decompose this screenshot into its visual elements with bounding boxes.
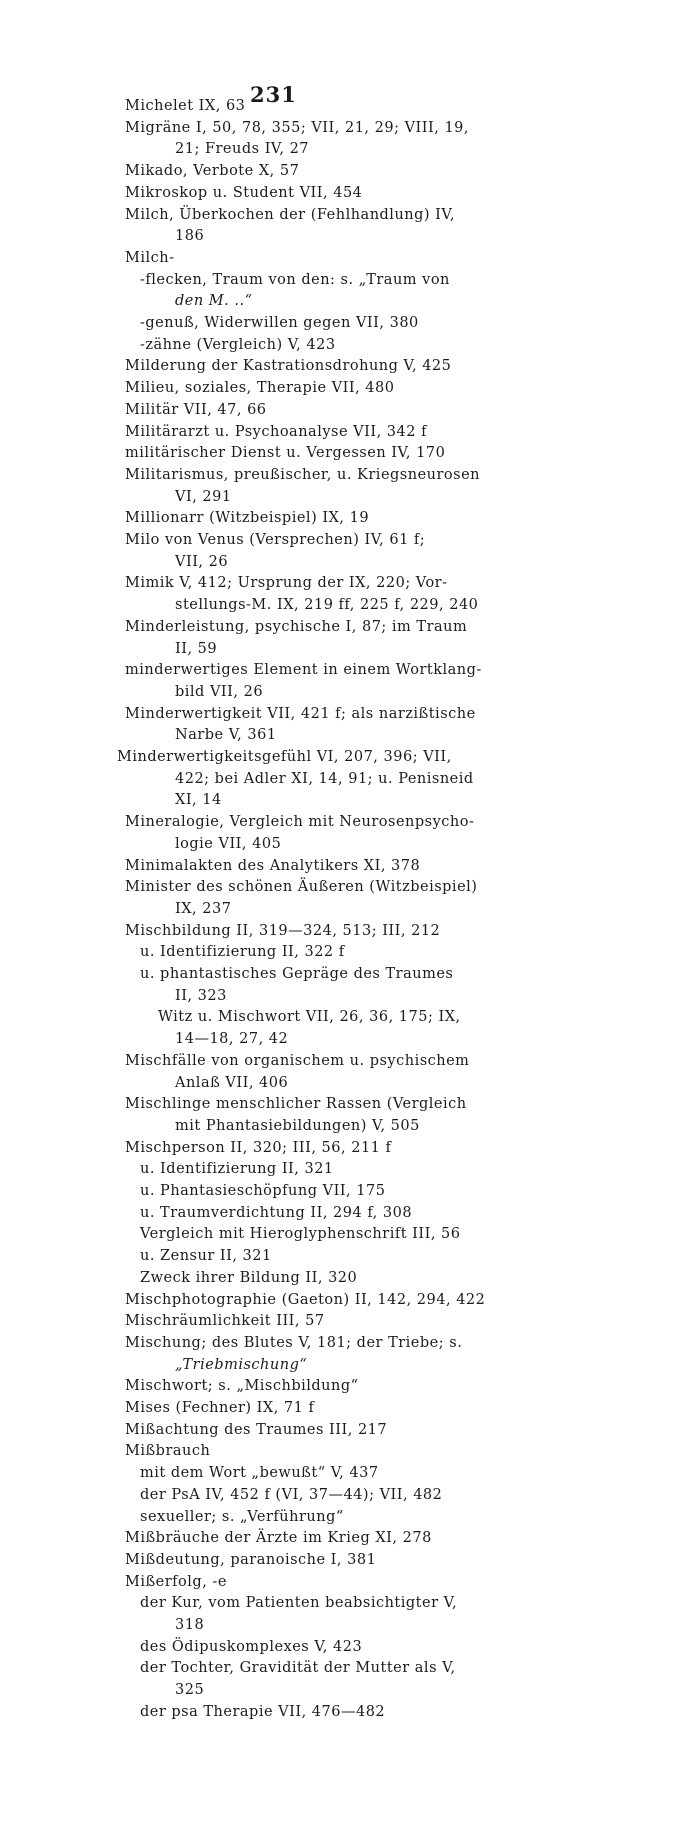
index-line: 318 [175,1617,205,1633]
index-line: II, 59 [175,640,218,657]
index-line: bild VII, 26 [175,683,264,700]
index-line: u. Zensur II, 321 [140,1248,272,1265]
index-line: VII, 26 [175,553,229,570]
index-line: Militär VII, 47, 66 [125,401,267,418]
index-line: Mischlinge menschlicher Rassen (Vergleich [125,1096,467,1113]
index-line: 14—18, 27, 42 [175,1031,289,1048]
index-line: u. Identifizierung II, 322 f [140,944,345,961]
index-line: des Ödipuskomplexes V, 423 [140,1638,363,1655]
index-line: der Tochter, Gravidität der Mutter als V, [140,1660,456,1677]
index-line: -genuß, Widerwillen gegen VII, 380 [140,315,419,331]
index-line: Militärarzt u. Psychoanalyse VII, 342 f [125,423,427,440]
index-line: „Triebmischung“ [175,1356,308,1373]
index-line: Mißbräuche der Ärzte im Krieg XI, 278 [125,1530,432,1547]
index-line: Minderleistung, psychische I, 87; im Traum [125,618,468,635]
index-line: sexueller; s. „Verführung“ [140,1508,344,1525]
index-line: -flecken, Traum von den: s. „Traum von [140,271,450,288]
index-line: Witz u. Mischwort VII, 26, 36, 175; IX, [158,1009,461,1026]
index-line: minderwertiges Element in einem Wortklang- [125,662,482,679]
index-line: Vergleich mit Hieroglyphenschrift III, 56 [140,1226,461,1243]
index-line: den M. ..“ [175,293,253,310]
index-line: Mißachtung des Traumes III, 217 [125,1421,388,1438]
index-line: Mischräumlichkeit III, 57 [125,1313,325,1330]
index-line: VI, 291 [175,488,232,505]
index-line: Mischphotographie (Gaeton) II, 142, 294, 422 [125,1291,486,1308]
index-line: Minimalakten des Analytikers XI, 378 [125,857,421,874]
index-line: u. Identifizierung II, 321 [140,1161,334,1178]
index-line: Mißbrauch [125,1443,211,1460]
index-line: Milieu, soziales, Therapie VII, 480 [125,380,395,397]
index-line: Mischwort; s. „Mischbildung“ [125,1378,359,1395]
index-line: mit dem Wort „bewußt“ V, 437 [140,1465,379,1482]
index-line: Mimik V, 412; Ursprung der IX, 220; Vor- [125,575,448,592]
index-line: Mißerfolg, -e [125,1573,227,1590]
index-line: Minderwertigkeitsgefühl VI, 207, 396; VII, [117,749,452,765]
index-line: 186 [175,228,205,245]
index-line: Milch- [125,249,175,266]
index-line: Millionarr (Witzbeispiel) IX, 19 [125,510,370,527]
index-line: Mischperson II, 320; III, 56, 211 f [125,1139,392,1156]
index-line: Zweck ihrer Bildung II, 320 [140,1269,358,1286]
index-line: Minister des schönen Äußeren (Witzbeispiel) [125,879,478,896]
index-line: 325 [175,1682,205,1699]
index-line: der psa Therapie VII, 476—482 [140,1703,386,1720]
index-line: Minderwertigkeit VII, 421 f; als narzißtische [125,705,476,722]
index-line: Mischfälle von organischem u. psychischem [125,1052,470,1069]
index-line: -zähne (Vergleich) V, 423 [140,336,336,353]
index-line: u. Traumverdichtung II, 294 f, 308 [140,1204,413,1221]
index-line: Mikado, Verbote X, 57 [125,163,300,180]
page-number: 231 [250,82,297,107]
index-line: stellungs-M. IX, 219 ff, 225 f, 229, 240 [175,597,479,614]
index-line: Mikroskop u. Student VII, 454 [125,184,363,201]
index-line: Milch, Überkochen der (Fehlhandlung) IV, [125,206,455,223]
index-line: mit Phantasiebildungen) V, 505 [175,1117,420,1134]
index-line: XI, 14 [175,792,222,809]
index-line: Mißdeutung, paranoische I, 381 [125,1551,377,1568]
index-line: II, 323 [175,987,227,1004]
index-line: IX, 237 [175,900,232,917]
index-line: 422; bei Adler XI, 14, 91; u. Penisneid [175,770,474,787]
index-line: der PsA IV, 452 f (VI, 37—44); VII, 482 [140,1486,443,1503]
index-line: Milderung der Kastrationsdrohung V, 425 [125,358,452,375]
index-line: 21; Freuds IV, 27 [175,141,310,158]
index-line: Milo von Venus (Versprechen) IV, 61 f; [125,532,426,548]
index-line: Narbe V, 361 [175,727,277,744]
index-line: Mischung; des Blutes V, 181; der Triebe; s. [125,1334,463,1351]
index-line: militärischer Dienst u. Vergessen IV, 170 [125,445,446,462]
index-line: Michelet IX, 63 [125,98,246,114]
index-line: der Kur, vom Patienten beabsichtigter V, [140,1595,458,1612]
index-line: Mises (Fechner) IX, 71 f [125,1400,315,1416]
index-line: Anlaß VII, 406 [175,1074,289,1091]
index-line: Mischbildung II, 319—324, 513; III, 212 [125,922,441,939]
index-line: Militarismus, preußischer, u. Kriegsneurosen [125,466,481,483]
index-line: Migräne I, 50, 78, 355; VII, 21, 29; VIII, 19, [125,119,470,136]
index-line: u. Phantasieschöpfung VII, 175 [140,1183,386,1199]
index-line: Mineralogie, Vergleich mit Neurosenpsycho- [125,814,475,831]
index-line: u. phantastisches Gepräge des Traumes [140,966,454,982]
index-line: logie VII, 405 [175,835,282,852]
